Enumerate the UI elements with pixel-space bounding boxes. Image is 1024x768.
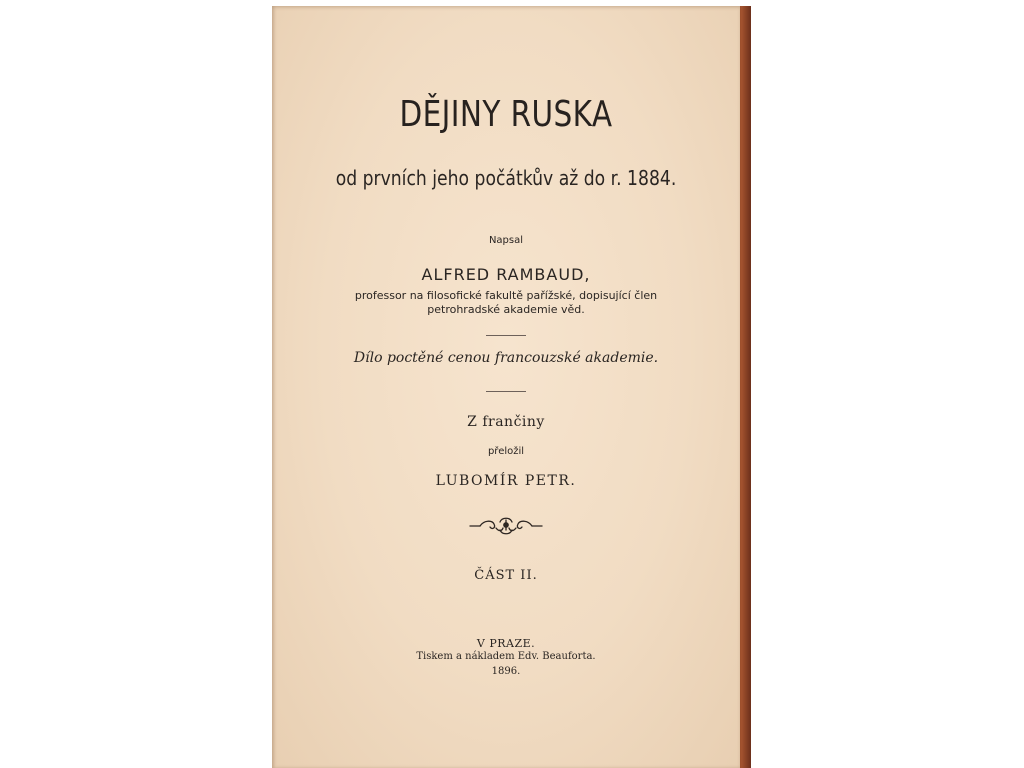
byline-label: Napsal xyxy=(488,235,524,246)
divider-rule xyxy=(486,335,526,336)
award-note: Dílo poctěné cenou francouzské akademie. xyxy=(353,350,659,366)
volume-part: ČÁST II. xyxy=(474,568,538,583)
imprint-year: 1896. xyxy=(491,666,521,677)
title-page xyxy=(272,6,740,768)
author-affiliation-line1: professor na filosofické fakultě pařížské, dopisující člen xyxy=(354,289,658,302)
author-name: ALFRED RAMBAUD, xyxy=(421,265,591,284)
book-subtitle: od prvních jeho počátkův až do r. 1884. xyxy=(335,166,677,190)
book-title: DĚJINY RUSKA xyxy=(399,94,613,135)
translator-name: LUBOMÍR PETR. xyxy=(435,473,577,489)
imprint-printer: Tiskem a nákladem Edv. Beauforta. xyxy=(416,651,596,662)
translated-by-label: přeložil xyxy=(487,446,525,457)
fleuron-ornament-icon xyxy=(466,514,546,538)
translated-from-note: Z frančiny xyxy=(467,414,545,430)
author-affiliation-line2: petrohradské akademie věd. xyxy=(427,303,585,316)
divider-rule xyxy=(486,391,526,392)
imprint-place: V PRAZE. xyxy=(476,637,536,650)
